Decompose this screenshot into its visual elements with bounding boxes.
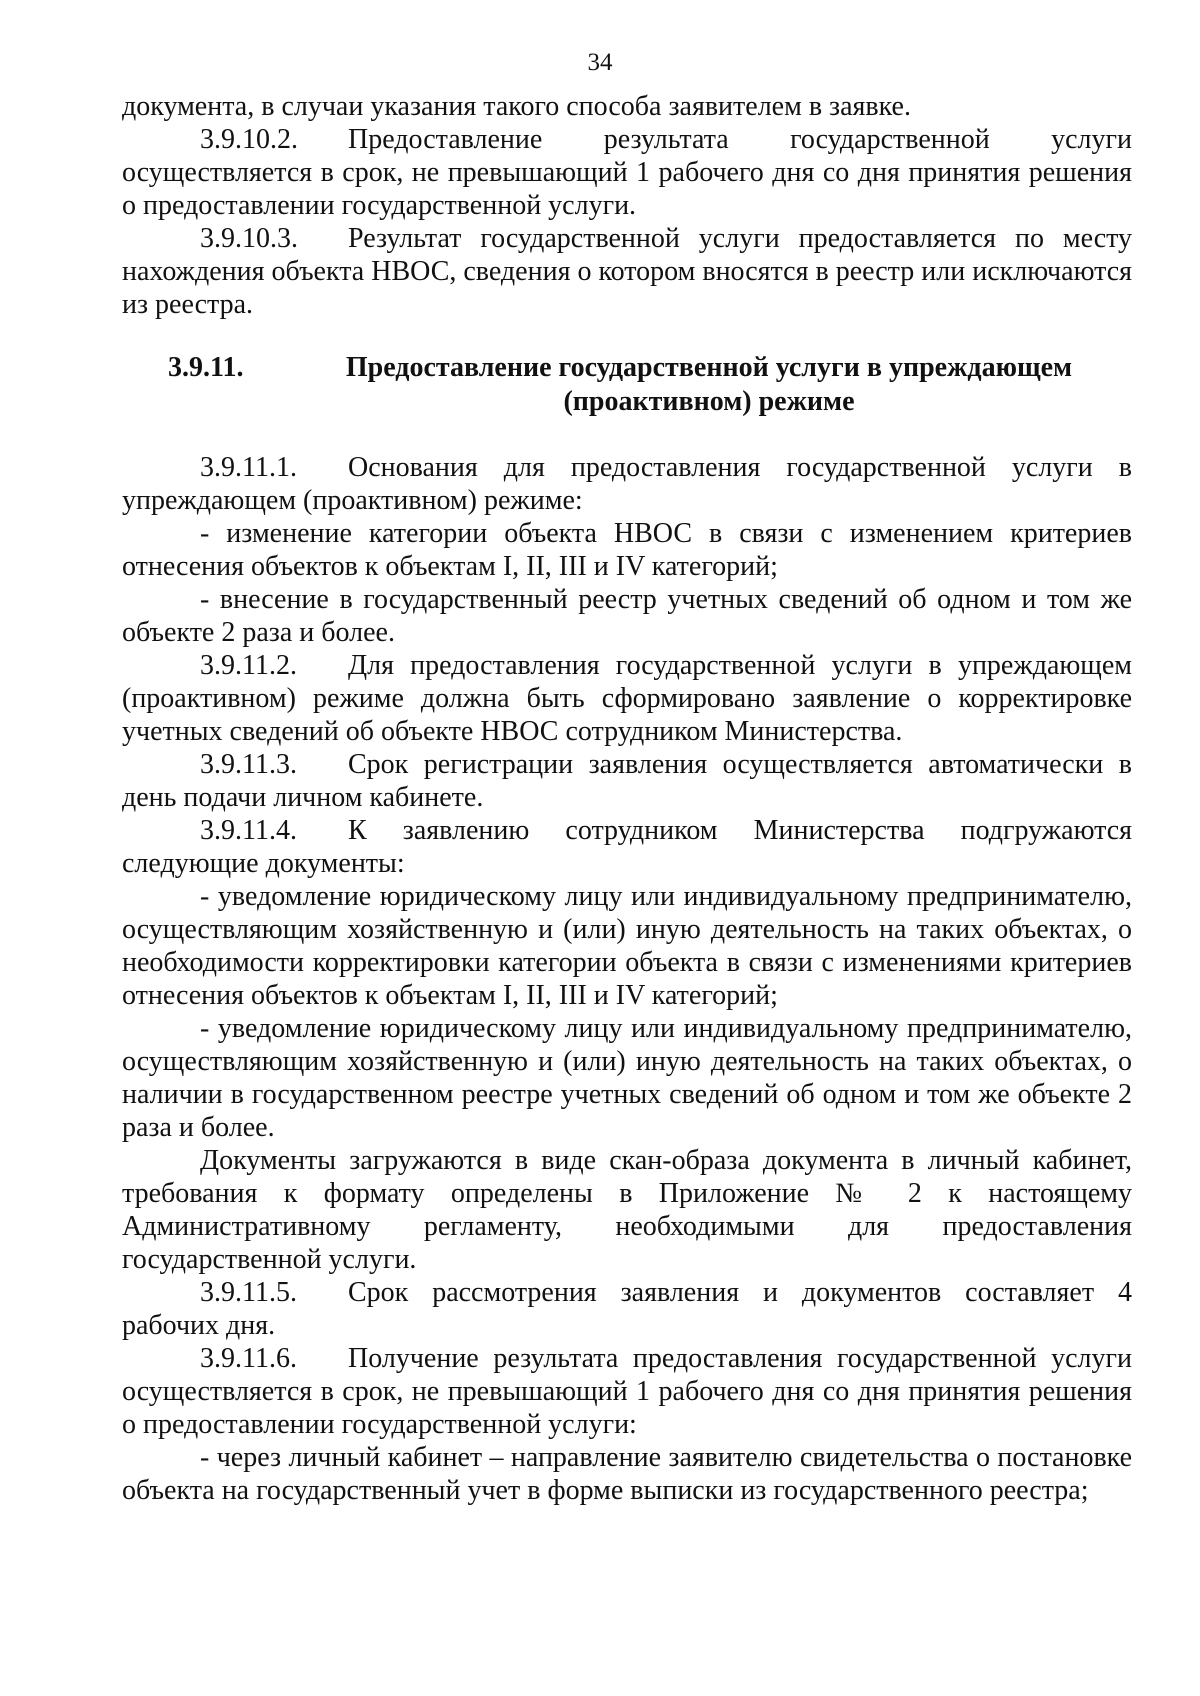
paragraph-number: 3.9.10.3. bbox=[200, 223, 298, 254]
paragraph-3-9-11-2: 3.9.11.2. Для предоставления государственной услуги в упреждающем (проактивном) режиме должна быть сформировано заявление о корректировке учетных сведений об объекте НВОС сотрудником Министерства. bbox=[122, 650, 1132, 747]
paragraph-number: 3.9.11.2. bbox=[200, 650, 297, 681]
document-body bbox=[122, 90, 1132, 1507]
paragraph-number: 3.9.11.6. bbox=[200, 1343, 297, 1374]
list-item: - внесение в государственный реестр учетных сведений об одном и том же объекте 2 раза и более. bbox=[122, 584, 1132, 648]
page-number: 34 bbox=[587, 49, 613, 76]
list-item: - через личный кабинет – направление заявителю свидетельства о постановке объекта на государственный учет в форме выписки из государственного реестра; bbox=[122, 1442, 1132, 1506]
paragraph-number: 3.9.11.4. bbox=[200, 815, 297, 846]
paragraph-documents-upload: Документы загружаются в виде скан-образа документа в личный кабинет, требования к формату определены в Приложение № 2 к настоящему Административному регламенту, необходимыми для предоставления государственной услуги. bbox=[122, 1145, 1132, 1275]
paragraph-3-9-10-2: 3.9.10.2. Предоставление результата государственной услуги осуществляется в срок, не превышающий 1 рабочего дня со дня принятия решения о предоставлении государственной услуги. bbox=[122, 124, 1132, 221]
paragraph-3-9-11-3: 3.9.11.3. Срок регистрации заявления осуществляется автоматически в день подачи личном кабинете. bbox=[122, 749, 1132, 813]
list-item: - уведомление юридическому лицу или индивидуальному предпринимателю, осуществляющим хозяйственную и (или) иную деятельность на таких объектах, о наличии в государственном реестре учетных сведений об одном и том же объекте 2 раза и более. bbox=[122, 1013, 1132, 1143]
paragraph-continuation: документа, в случаи указания такого способа заявителем в заявке. bbox=[122, 91, 911, 122]
list-item: - уведомление юридическому лицу или индивидуальному предпринимателю, осуществляющим хозяйственную и (или) иную деятельность на таких объектах, о необходимости корректировки категории объекта в связи с изменениями критериев отнесения объектов к объектам I, II, III и IV категорий; bbox=[122, 881, 1132, 1011]
paragraph-number: 3.9.10.2. bbox=[200, 124, 298, 155]
section-heading bbox=[122, 351, 1132, 419]
paragraph-3-9-11-1: 3.9.11.1. Основания для предоставления государственной услуги в упреждающем (проактивном) режиме: bbox=[122, 452, 1132, 516]
paragraph-number: 3.9.11.5. bbox=[200, 1277, 297, 1308]
paragraph-3-9-11-6: 3.9.11.6. Получение результата предоставления государственной услуги осуществляется в срок, не превышающий 1 рабочего дня со дня принятия решения о предоставлении государственной услуги: bbox=[122, 1343, 1132, 1440]
section-title: Предоставление государственной услуги в упреждающем (проактивном) режиме bbox=[345, 352, 1073, 417]
list-item: - изменение категории объекта НВОС в связи с изменением критериев отнесения объектов к объектам I, II, III и IV категорий; bbox=[122, 518, 1132, 582]
paragraph-3-9-11-5: 3.9.11.5. Срок рассмотрения заявления и документов составляет 4 рабочих дня. bbox=[122, 1277, 1132, 1341]
paragraph-3-9-10-3: 3.9.10.3. Результат государственной услуги предоставляется по месту нахождения объекта НВОС, сведения о котором вносятся в реестр или исключаются из реестра. bbox=[122, 223, 1132, 320]
section-number: 3.9.11. bbox=[168, 352, 244, 383]
paragraph-number: 3.9.11.1. bbox=[200, 452, 297, 483]
paragraph-number: 3.9.11.3. bbox=[200, 749, 297, 780]
paragraph-3-9-11-4: 3.9.11.4. К заявлению сотрудником Министерства подгружаются следующие документы: bbox=[122, 815, 1132, 879]
